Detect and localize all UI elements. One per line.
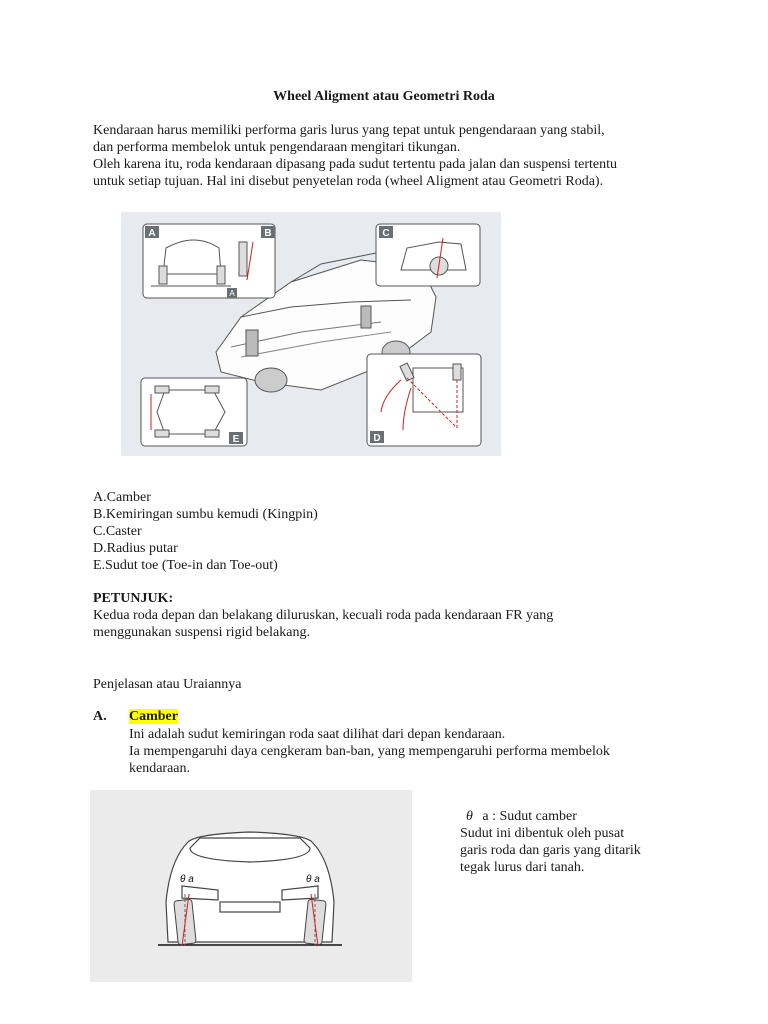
panel-d <box>367 354 481 446</box>
list-item: C.Caster <box>93 524 142 539</box>
panel-label: B <box>264 228 272 239</box>
legend-line: Sudut ini dibentuk oleh pusat <box>460 826 625 841</box>
camber-legend <box>466 808 577 825</box>
petunjuk-heading: PETUNJUK: <box>93 591 174 606</box>
section-a-line: kendaraan. <box>129 761 191 776</box>
petunjuk-line: Kedua roda depan dan belakang diluruskan, kecuali roda pada kendaraan FR yang <box>93 608 554 623</box>
callout-label: A <box>229 289 235 298</box>
angle-label-right: θ a <box>306 874 320 885</box>
camber-heading: Camber <box>129 709 178 724</box>
section-a-line: Ia mempengaruhi daya cengkeram ban-ban, yang mempengaruhi performa membelok <box>129 744 610 759</box>
wheel-alignment-diagram <box>121 212 501 456</box>
panel-label: C <box>382 228 390 239</box>
angle-label-left: θ a <box>180 874 194 885</box>
petunjuk-section <box>93 590 693 641</box>
list-item: A.Camber <box>93 490 151 505</box>
camber-figure <box>90 790 412 982</box>
intro-line: untuk setiap tujuan. Hal ini disebut penyetelan roda (wheel Aligment atau Geometri Roda). <box>93 174 604 189</box>
legend-title-row <box>466 808 577 825</box>
panel-a <box>143 224 275 298</box>
panel-label: D <box>373 433 381 444</box>
document-title: Wheel Aligment atau Geometri Roda <box>273 89 495 104</box>
intro-paragraph <box>93 122 693 190</box>
camber-diagram <box>90 790 412 982</box>
section-a-marker: A. <box>93 709 107 724</box>
section-a-text <box>129 726 709 777</box>
panel-c <box>376 224 480 286</box>
section-a-heading <box>129 709 178 725</box>
intro-line: Kendaraan harus memiliki performa garis lurus yang tepat untuk pengendaraan yang stabil, <box>93 123 605 138</box>
alignment-list <box>93 489 318 574</box>
list-item: D.Radius putar <box>93 541 178 556</box>
intro-line: dan performa membelok untuk pengendaraan mengitari tikungan. <box>93 140 461 155</box>
intro-line: Oleh karena itu, roda kendaraan dipasang pada sudut tertentu pada jalan dan suspensi tertentu <box>93 157 618 172</box>
panel-e <box>141 378 247 446</box>
list-item: E.Sudut toe (Toe-in dan Toe-out) <box>93 558 278 573</box>
theta-symbol: θ <box>466 809 473 824</box>
legend-title: a : Sudut camber <box>482 809 577 824</box>
legend-line: garis roda dan garis yang ditarik <box>460 843 641 858</box>
explanation-heading: Penjelasan atau Uraiannya <box>93 677 242 692</box>
list-item: B.Kemiringan sumbu kemudi (Kingpin) <box>93 507 318 522</box>
panel-label: E <box>232 434 240 445</box>
legend-line: tegak lurus dari tanah. <box>460 860 585 875</box>
wheel-alignment-figure <box>121 212 501 456</box>
petunjuk-line: menggunakan suspensi rigid belakang. <box>93 625 310 640</box>
panel-label: A <box>148 228 156 239</box>
section-a-line: Ini adalah sudut kemiringan roda saat dilihat dari depan kendaraan. <box>129 727 506 742</box>
camber-legend-text <box>460 825 641 876</box>
